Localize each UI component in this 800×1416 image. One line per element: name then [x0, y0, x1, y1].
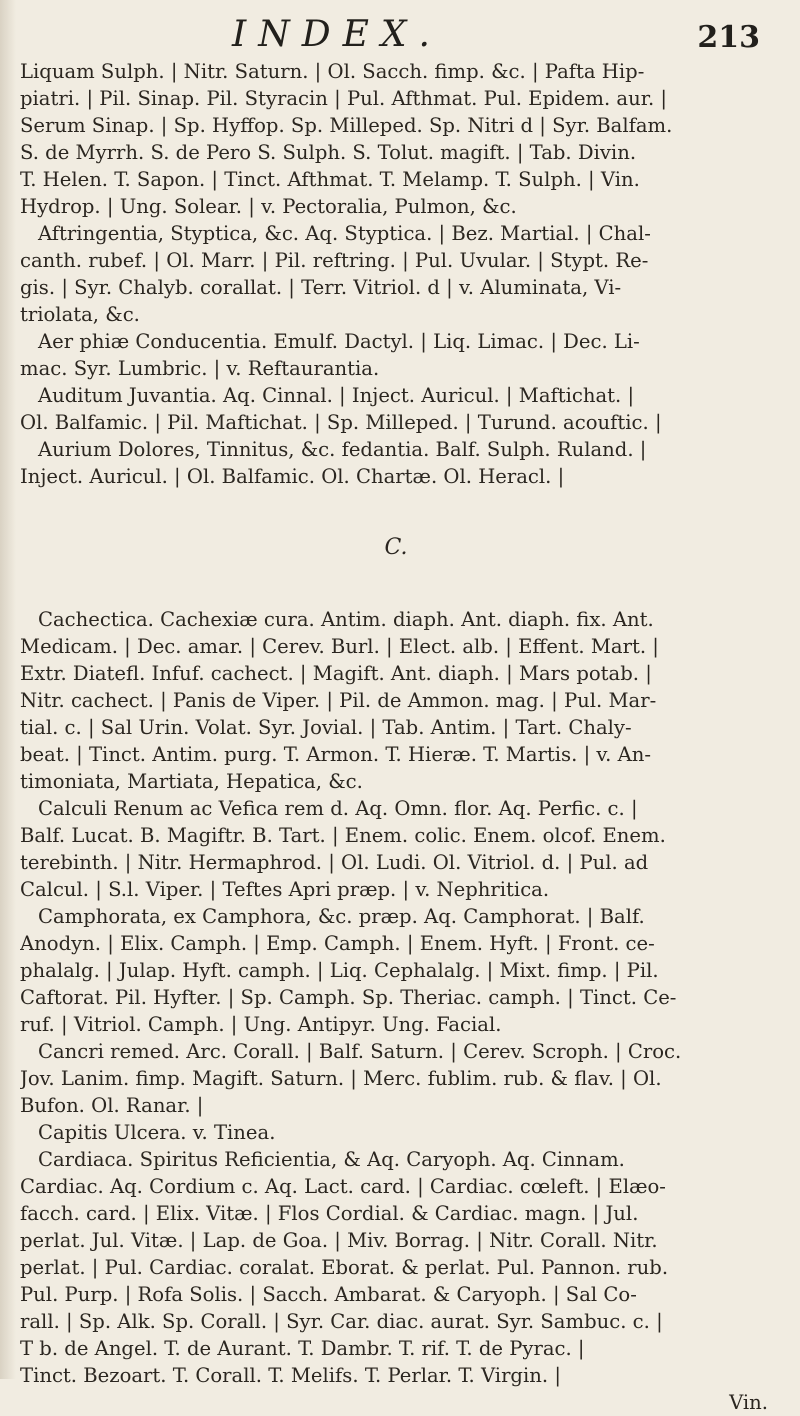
- catchword: Vin.: [729, 1391, 768, 1414]
- index-entry-heading-line: Calculi Renum ac Vefica rem d. Aq. Omn. flor. Aq. Perfic. c. |: [38, 797, 638, 820]
- section-c-entries: [20, 606, 772, 1416]
- index-line: Calcul. | S.l. Viper. | Teftes Apri præp. | v. Nephritica.: [20, 878, 550, 901]
- index-line: Medicam. | Dec. amar. | Cerev. Burl. | Elect. alb. | Effent. Mart. |: [20, 635, 659, 658]
- index-line: Balf. Lucat. B. Magiftr. B. Tart. | Enem. colic. Enem. olcof. Enem.: [20, 824, 666, 847]
- running-title: INDEX.: [232, 14, 442, 55]
- index-entry-heading-line: Aurium Dolores, Tinnitus, &c. fedantia. Balf. Sulph. Ruland. |: [38, 438, 647, 461]
- index-line: canth. rubef. | Ol. Marr. | Pil. reftring. | Pul. Uvular. | Stypt. Re-: [20, 249, 649, 272]
- index-text-block: [20, 58, 772, 1416]
- index-entry-heading-line: Auditum Juvantia. Aq. Cinnal. | Inject. Auricul. | Maftichat. |: [38, 384, 635, 407]
- index-line: triolata, &c.: [20, 303, 140, 326]
- page-edge-shadow: [0, 0, 16, 1379]
- index-line: mac. Syr. Lumbric. | v. Reftaurantia.: [20, 357, 380, 380]
- index-line: Serum Sinap. | Sp. Hyffop. Sp. Milleped. Sp. Nitri d | Syr. Balfam.: [20, 114, 673, 137]
- index-line: Tinct. Bezoart. T. Corall. T. Melifs. T. Perlar. T. Virgin. |: [20, 1364, 561, 1387]
- index-line: gis. | Syr. Chalyb. corallat. | Terr. Vitriol. d | v. Aluminata, Vi-: [20, 276, 622, 299]
- index-line: ruf. | Vitriol. Camph. | Ung. Antipyr. Ung. Facial.: [20, 1013, 502, 1036]
- index-line: Caftorat. Pil. Hyfter. | Sp. Camph. Sp. Theriac. camph. | Tinct. Ce-: [20, 986, 677, 1009]
- section-a-entries: [20, 58, 772, 490]
- index-line: facch. card. | Elix. Vitæ. | Flos Cordial. & Cardiac. magn. | Jul.: [20, 1202, 639, 1225]
- index-line: phalalg. | Julap. Hyft. camph. | Liq. Cephalalg. | Mixt. fimp. | Pil.: [20, 959, 659, 982]
- index-line: Hydrop. | Ung. Solear. | v. Pectoralia, Pulmon, &c.: [20, 195, 517, 218]
- index-line: beat. | Tinct. Antim. purg. T. Armon. T. Hieræ. T. Martis. | v. An-: [20, 743, 651, 766]
- index-line: rall. | Sp. Alk. Sp. Corall. | Syr. Car. diac. aurat. Syr. Sambuc. c. |: [20, 1310, 663, 1333]
- index-line: Nitr. cachect. | Panis de Viper. | Pil. de Ammon. mag. | Pul. Mar-: [20, 689, 657, 712]
- index-line: terebinth. | Nitr. Hermaphrod. | Ol. Ludi. Ol. Vitriol. d. | Pul. ad: [20, 851, 649, 874]
- page-header: [0, 14, 800, 54]
- index-line: T b. de Angel. T. de Aurant. T. Dambr. T. rif. T. de Pyrac. |: [20, 1337, 585, 1360]
- index-line: Jov. Lanim. fimp. Magift. Saturn. | Merc. fublim. rub. & flav. | Ol.: [20, 1067, 662, 1090]
- index-line: tial. c. | Sal Urin. Volat. Syr. Jovial. | Tab. Antim. | Tart. Chaly-: [20, 716, 632, 739]
- page-number: 213: [697, 20, 760, 55]
- index-entry-heading-line: Cardiaca. Spiritus Reficientia, & Aq. Caryoph. Aq. Cinnam.: [38, 1148, 625, 1171]
- index-line: Cardiac. Aq. Cordium c. Aq. Lact. card. | Cardiac. cœleft. | Elæo-: [20, 1175, 666, 1198]
- index-line: piatri. | Pil. Sinap. Pil. Styracin | Pul. Afthmat. Pul. Epidem. aur. |: [20, 87, 668, 110]
- index-entry-heading-line: Camphorata, ex Camphora, &c. præp. Aq. Camphorat. | Balf.: [38, 905, 645, 928]
- index-entry-heading-line: Cancri remed. Arc. Corall. | Balf. Saturn. | Cerev. Scroph. | Croc.: [38, 1040, 682, 1063]
- index-line: perlat. Jul. Vitæ. | Lap. de Goa. | Miv. Borrag. | Nitr. Corall. Nitr.: [20, 1229, 658, 1252]
- index-line: Anodyn. | Elix. Camph. | Emp. Camph. | Enem. Hyft. | Front. ce-: [20, 932, 655, 955]
- index-entry-heading-line: Aftringentia, Styptica, &c. Aq. Styptica. | Bez. Martial. | Chal-: [38, 222, 651, 245]
- index-entry-heading-line: Capitis Ulcera. v. Tinea.: [38, 1121, 276, 1144]
- index-line: perlat. | Pul. Cardiac. coralat. Eborat. & perlat. Pul. Pannon. rub.: [20, 1256, 669, 1279]
- index-entry-heading-line: Aer phiæ Conducentia. Emulf. Dactyl. | Liq. Limac. | Dec. Li-: [38, 330, 640, 353]
- index-line: Bufon. Ol. Ranar. |: [20, 1094, 204, 1117]
- index-line: Inject. Auricul. | Ol. Balfamic. Ol. Chartæ. Ol. Heracl. |: [20, 465, 565, 488]
- index-line: Liquam Sulph. | Nitr. Saturn. | Ol. Sacch. fimp. &c. | Pafta Hip-: [20, 60, 645, 83]
- index-line: Pul. Purp. | Rofa Solis. | Sacch. Ambarat. & Caryoph. | Sal Co-: [20, 1283, 637, 1306]
- index-line: S. de Myrrh. S. de Pero S. Sulph. S. Tolut. magift. | Tab. Divin.: [20, 141, 637, 164]
- index-line: Ol. Balfamic. | Pil. Maftichat. | Sp. Milleped. | Turund. acouftic. |: [20, 411, 662, 434]
- index-line: T. Helen. T. Sapon. | Tinct. Afthmat. T. Melamp. T. Sulph. | Vin.: [20, 168, 640, 191]
- index-line: Extr. Diatefl. Infuf. cachect. | Magift. Ant. diaph. | Mars potab. |: [20, 662, 652, 685]
- section-letter-c: C.: [384, 535, 408, 560]
- index-entry-heading-line: Cachectica. Cachexiæ cura. Antim. diaph. Ant. diaph. fix. Ant.: [38, 608, 654, 631]
- index-line: timoniata, Martiata, Hepatica, &c.: [20, 770, 363, 793]
